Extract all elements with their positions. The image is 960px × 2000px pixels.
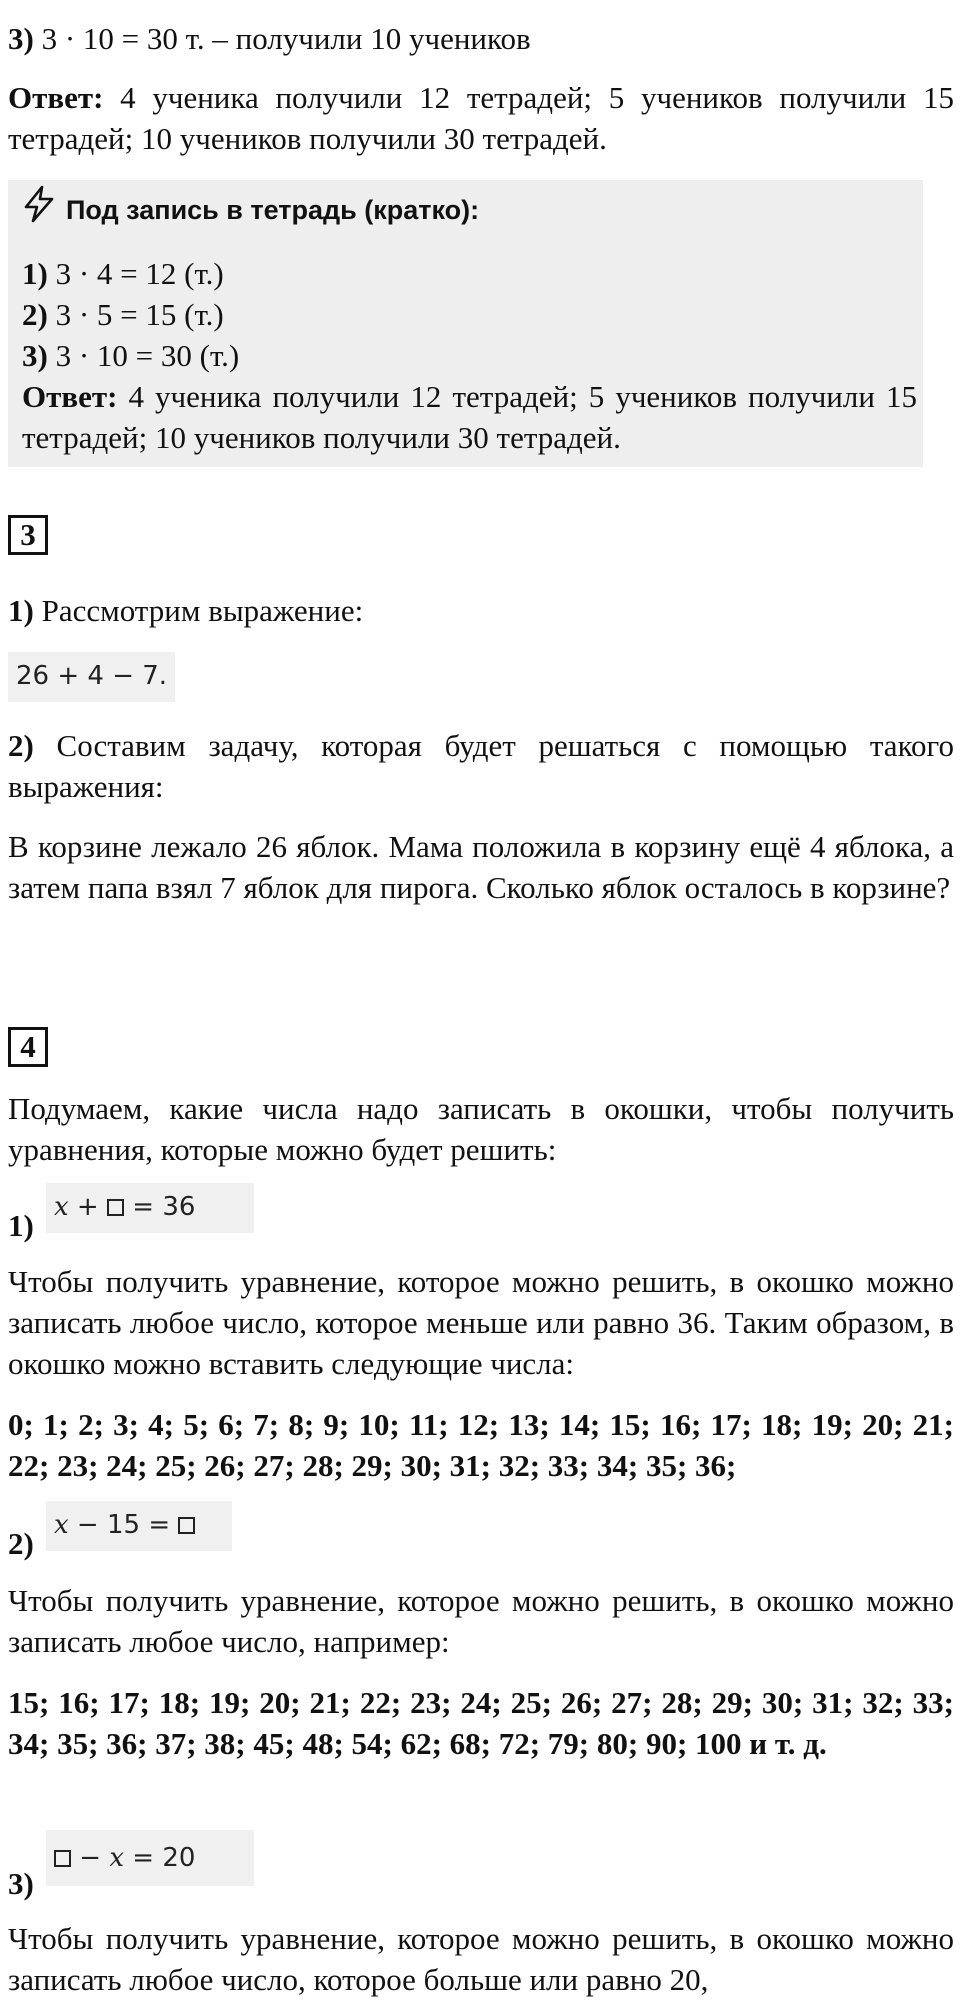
task-number-box: 4	[8, 1027, 48, 1067]
summary-line-number: 3)	[22, 338, 48, 373]
step-3-line	[8, 18, 954, 59]
eq1-explanation: Чтобы получить уравнение, которое можно решить, в окошко можно записать любое число, которое меньше или равно 36. Таким образом, в окошко можно вставить следующие числа:	[8, 1264, 954, 1381]
eq3-explanation: Чтобы получить уравнение, которое можно решить, в окошко можно записать любое число, которое больше или равно 20,	[8, 1921, 954, 1997]
empty-box-icon	[178, 1517, 195, 1534]
step-number: 2)	[8, 728, 34, 763]
task-number-box: 3	[8, 515, 48, 555]
summary-line-number: 1)	[22, 256, 48, 291]
summary-line-text: 3 · 4 = 12 (т.)	[47, 256, 224, 291]
summary-answer-text: 4 ученика получили 12 тетрадей; 5 учеников получили 15 тетрадей; 10 учеников получили 30 тетрадей.	[22, 379, 917, 455]
task3-step2	[8, 725, 954, 807]
eq2-number-list: 15; 16; 17; 18; 19; 20; 21; 22; 23; 24; 25; 26; 27; 28; 29; 30; 31; 32; 33; 34; 35; 36; 37; 38; 45; 48; 54; 62; 68; 72; 79; 80; 90; 100 и т. д.	[8, 1685, 954, 1761]
step-number: 1)	[8, 593, 34, 628]
variable-x: x	[109, 1843, 124, 1873]
eq1-number-list: 0; 1; 2; 3; 4; 5; 6; 7; 8; 9; 10; 11; 12; 13; 14; 15; 16; 17; 18; 19; 20; 21; 22; 23; 24; 25; 26; 27; 28; 29; 30; 31; 32; 33; 34; 35; 36;	[8, 1407, 954, 1483]
eq2-explanation: Чтобы получить уравнение, которое можно решить, в окошко можно записать любое число, например:	[8, 1583, 954, 1659]
variable-x: x	[54, 1510, 69, 1540]
step-text: Составим задачу, которая будет решаться с помощью такого выражения:	[8, 728, 954, 804]
answer-text: 4 ученика получили 12 тетрадей; 5 учеников получили 15 тетрадей; 10 учеников получили 30 тетрадей.	[8, 80, 954, 156]
equation-image	[46, 1501, 232, 1551]
summary-answer-label: Ответ:	[22, 379, 118, 414]
equation-number: 1)	[8, 1208, 34, 1243]
equation-operator: +	[68, 1192, 107, 1222]
answer-paragraph	[8, 77, 954, 159]
summary-line-number: 2)	[22, 297, 48, 332]
equation-operator: − 15 =	[68, 1510, 179, 1540]
step-text: Рассмотрим выражение:	[33, 593, 364, 628]
empty-box-icon	[54, 1850, 71, 1867]
notebook-summary-header	[22, 188, 479, 232]
notebook-summary-box	[8, 180, 923, 467]
equation-image	[46, 1830, 254, 1886]
equation-image	[46, 1183, 254, 1233]
summary-line	[22, 253, 917, 294]
equation-rest: = 20	[124, 1843, 196, 1873]
lightning-icon	[22, 185, 56, 235]
variable-x: x	[54, 1192, 69, 1222]
summary-line	[22, 335, 917, 376]
step-text: 3 · 10 = 30 т. – получили 10 учеников	[33, 21, 531, 56]
equation-rest: = 36	[124, 1192, 196, 1222]
equation-number: 3)	[8, 1866, 34, 1901]
answer-label: Ответ:	[8, 80, 104, 115]
summary-line	[22, 294, 917, 335]
task3-problem-text: В корзине лежало 26 яблок. Мама положила в корзину ещё 4 яблока, а затем папа взял 7 яблок для пирога. Сколько яблок осталось в корзине?	[8, 829, 954, 905]
notebook-summary-title: Под запись в тетрадь (кратко):	[66, 194, 480, 225]
summary-line-text: 3 · 5 = 15 (т.)	[47, 297, 224, 332]
summary-line-text: 3 · 10 = 30 (т.)	[47, 338, 240, 373]
task4-intro: Подумаем, какие числа надо записать в окошки, чтобы получить уравнения, которые можно будет решить:	[8, 1091, 954, 1167]
equation-operator: −	[71, 1843, 110, 1873]
notebook-summary-lines	[22, 253, 917, 458]
equation-number: 2)	[8, 1526, 34, 1561]
summary-answer	[22, 376, 917, 458]
step-number: 3)	[8, 21, 34, 56]
task3-step1	[8, 590, 954, 631]
expression-image: 26 + 4 − 7.	[8, 652, 175, 702]
empty-box-icon	[107, 1199, 124, 1216]
